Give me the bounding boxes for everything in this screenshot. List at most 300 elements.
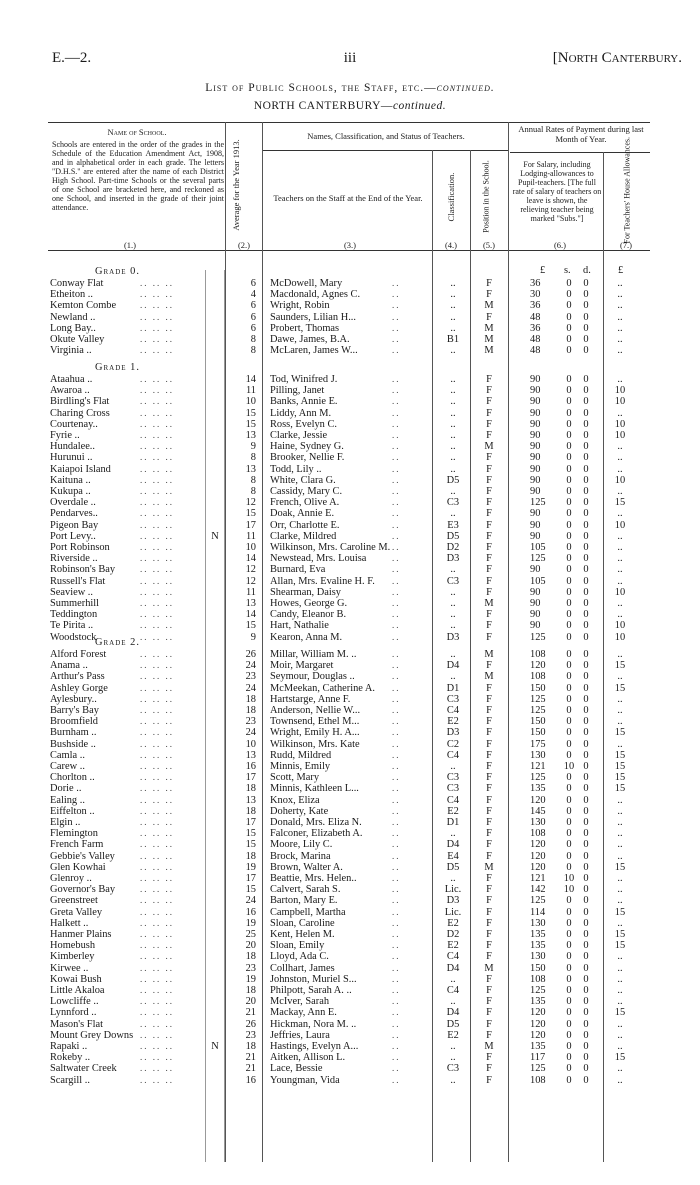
- position: F: [486, 738, 492, 750]
- classification: ..: [450, 452, 456, 464]
- house-allowance: ..: [617, 300, 623, 312]
- teacher-name: Clarke, Mildred: [270, 530, 337, 542]
- salary-pounds: 150: [530, 716, 546, 728]
- leader-dots: ..: [392, 749, 401, 760]
- position: F: [486, 794, 492, 806]
- position: F: [486, 553, 492, 565]
- classification: ..: [450, 564, 456, 576]
- salary-pence: 0: [583, 660, 589, 672]
- teacher-name: Aitken, Allison L.: [270, 1052, 346, 1064]
- salary-pounds: 90: [530, 441, 541, 453]
- school-name: Elgin ..: [50, 817, 81, 828]
- school-name: Ataahua ..: [50, 374, 93, 385]
- teacher-name: Candy, Eleanor B.: [270, 609, 347, 621]
- leader-dots: ..: [392, 586, 401, 597]
- house-allowance: ..: [617, 598, 623, 609]
- leader-dots: ..: [392, 828, 401, 839]
- teacher-name: Doak, Annie E.: [270, 508, 335, 520]
- salary-shillings: 0: [566, 385, 572, 397]
- house-allowance: ..: [617, 575, 623, 587]
- salary-pence: 0: [583, 873, 589, 884]
- salary-pence: 0: [583, 749, 589, 761]
- teacher-name: Collhart, James: [270, 962, 335, 974]
- house-allowance: 15: [614, 727, 626, 739]
- salary-shillings: 0: [566, 278, 572, 289]
- school-name: Newland ..: [50, 311, 96, 323]
- leader-dots: ..: [392, 861, 401, 872]
- house-allowance: ..: [617, 334, 623, 345]
- salary-pounds: 130: [530, 951, 546, 963]
- school-name: Kemton Combe: [50, 300, 117, 312]
- leader-dots: .. .. ..: [140, 407, 174, 418]
- salary-pounds: 125: [530, 895, 546, 907]
- classification: Lic.: [444, 906, 462, 918]
- school-name: Te Pirita ..: [50, 620, 94, 632]
- salary-pence: 0: [583, 463, 589, 475]
- salary-pence: 0: [583, 530, 589, 542]
- classification: D5: [446, 530, 460, 542]
- school-col-note: Schools are entered in the order of the grades in the Schedule of the Education Amendment Act, 1908, and in alphabetical order in each grade. The letters "D.H.S." are entered after the name of each District High School. Part-time Schools or the several parts of one School are bracketed here, and reckoned as one School, and inserted in the grade of their joint attendance.: [52, 140, 224, 212]
- salary-shillings: 0: [566, 906, 572, 918]
- average-attendance: 4: [250, 289, 256, 301]
- leader-dots: ..: [392, 1041, 401, 1051]
- leader-dots: .. .. ..: [140, 334, 174, 344]
- house-unit: £: [618, 265, 624, 276]
- salary-shillings: 0: [566, 693, 572, 705]
- average-attendance: 15: [245, 508, 256, 520]
- school-name: Awaroa ..: [50, 385, 90, 397]
- leader-dots: ..: [392, 895, 401, 906]
- school-name: Hurunui ..: [50, 452, 93, 464]
- average-attendance: 15: [245, 839, 256, 851]
- salary-pounds: 125: [530, 772, 546, 784]
- leader-dots: ..: [392, 631, 401, 642]
- leader-dots: ..: [392, 985, 401, 995]
- house-allowance: 10: [614, 519, 626, 531]
- house-allowance: ..: [617, 322, 623, 334]
- salary-pounds: 90: [530, 486, 541, 497]
- salary-pence: 0: [583, 1063, 589, 1075]
- salary-pounds: 36: [530, 300, 541, 312]
- average-attendance: 14: [245, 553, 256, 565]
- salary-shillings: 0: [566, 289, 572, 301]
- salary-pence: 0: [583, 564, 589, 576]
- leader-dots: .. .. ..: [140, 598, 174, 608]
- leader-dots: .. .. ..: [140, 530, 174, 541]
- leader-dots: ..: [392, 441, 401, 452]
- position: F: [486, 828, 492, 840]
- school-name: Anama ..: [50, 660, 88, 672]
- leader-dots: ..: [392, 519, 401, 530]
- salary-pounds: 108: [530, 671, 546, 683]
- classification: ..: [450, 289, 456, 301]
- bracket-divider-b: [224, 270, 225, 1162]
- school-name: Fyrie ..: [50, 430, 80, 441]
- leader-dots: ..: [392, 497, 401, 508]
- leader-dots: ..: [392, 738, 401, 749]
- salary-pounds: 108: [530, 973, 546, 985]
- house-allowance: 15: [614, 1052, 626, 1064]
- school-name: Long Bay..: [50, 322, 96, 334]
- average-attendance: 12: [245, 497, 256, 509]
- average-attendance: 21: [245, 1063, 256, 1075]
- position: F: [486, 542, 492, 553]
- position: F: [486, 929, 492, 940]
- classification: E2: [447, 1029, 459, 1041]
- leader-dots: ..: [392, 430, 401, 440]
- school-name: Pigeon Bay: [50, 519, 99, 531]
- average-attendance: 8: [250, 474, 256, 486]
- leader-dots: ..: [392, 906, 401, 917]
- position: F: [486, 620, 492, 632]
- school-name: Kirwee ..: [50, 962, 89, 974]
- salary-pence: 0: [583, 761, 589, 772]
- classification: C4: [446, 705, 460, 716]
- classification: C3: [446, 497, 460, 509]
- position: M: [484, 649, 494, 660]
- leader-dots: .. .. ..: [140, 794, 174, 805]
- salary-pence: 0: [583, 631, 589, 643]
- position: F: [486, 996, 492, 1008]
- salary-shillings: 0: [566, 895, 572, 907]
- teacher-name: McIver, Sarah: [270, 996, 330, 1008]
- teacher-name: Donald, Mrs. Eliza N.: [270, 817, 362, 828]
- salary-pounds: 125: [530, 985, 546, 996]
- position: F: [486, 452, 492, 464]
- teacher-name: Minnis, Kathleen L...: [270, 783, 359, 795]
- salary-pence: 0: [583, 716, 589, 728]
- leader-dots: ..: [392, 1007, 401, 1018]
- house-allowance: ..: [617, 693, 623, 705]
- house-allowance: ..: [617, 850, 623, 862]
- col-divider-2: [262, 122, 263, 1162]
- leader-dots: .. .. ..: [140, 385, 174, 396]
- salary-pence: 0: [583, 396, 589, 408]
- leader-dots: ..: [392, 289, 401, 300]
- salary-pence: 0: [583, 962, 589, 974]
- leader-dots: ..: [392, 345, 401, 356]
- salary-pence: 0: [583, 693, 589, 705]
- position: F: [486, 873, 492, 884]
- house-allowance: ..: [617, 278, 623, 289]
- classification: C3: [446, 575, 460, 587]
- salary-pence: 0: [583, 278, 589, 289]
- classification: ..: [450, 1052, 456, 1064]
- salary-pounds: 130: [530, 917, 546, 929]
- salary-pounds: 175: [530, 738, 546, 750]
- leader-dots: .. .. ..: [140, 1018, 174, 1029]
- salary-shillings: 0: [566, 917, 572, 929]
- classification: ..: [450, 300, 456, 312]
- position: F: [486, 973, 492, 985]
- salary-shillings: 0: [566, 374, 572, 385]
- salary-pence: 0: [583, 940, 589, 952]
- school-name: Eiffelton ..: [50, 805, 95, 817]
- salary-pence: 0: [583, 772, 589, 784]
- position: F: [486, 951, 492, 963]
- house-allowance: ..: [617, 463, 623, 475]
- leader-dots: .. .. ..: [140, 278, 174, 288]
- leader-dots: .. .. ..: [140, 973, 174, 984]
- house-allowance: ..: [617, 289, 623, 301]
- salary-shillings: 0: [566, 1063, 572, 1075]
- salary-pence: 0: [583, 828, 589, 840]
- teacher-name: Campbell, Martha: [270, 906, 346, 918]
- house-allowance: ..: [617, 873, 623, 884]
- salary-pence: 0: [583, 895, 589, 907]
- average-attendance: 15: [245, 407, 256, 419]
- classification: D2: [446, 542, 460, 553]
- bracket-divider-a: [205, 270, 206, 1162]
- house-allowance: ..: [617, 839, 623, 851]
- classification: E2: [447, 917, 459, 929]
- col-divider-3: [432, 150, 433, 1162]
- salary-pounds: 108: [530, 1074, 546, 1086]
- salary-shillings: 0: [566, 749, 572, 761]
- classification: C2: [446, 738, 460, 750]
- classification: D4: [446, 660, 460, 672]
- classification: ..: [450, 973, 456, 985]
- classification: ..: [450, 418, 456, 430]
- salary-pounds: 120: [530, 839, 546, 851]
- house-allowance: ..: [617, 716, 623, 728]
- salary-pounds: 90: [530, 586, 541, 598]
- leader-dots: .. .. ..: [140, 452, 174, 463]
- leader-dots: .. .. ..: [140, 575, 174, 586]
- average-attendance: 18: [245, 693, 256, 705]
- average-attendance: 19: [245, 917, 256, 929]
- classification: C3: [446, 693, 460, 705]
- house-allowance: 15: [614, 783, 626, 795]
- average-attendance: 8: [250, 452, 256, 464]
- classification: D5: [446, 474, 460, 486]
- school-name: Mount Grey Downs: [50, 1029, 134, 1041]
- average-attendance: 18: [245, 805, 256, 817]
- leader-dots: ..: [392, 598, 401, 608]
- school-name: Kowai Bush: [50, 973, 102, 985]
- leader-dots: ..: [392, 300, 401, 311]
- salary-pounds: 125: [530, 497, 546, 509]
- leader-dots: ..: [392, 564, 401, 575]
- classification: ..: [450, 598, 456, 609]
- house-allowance: ..: [617, 564, 623, 576]
- salary-pence: 0: [583, 345, 589, 357]
- salary-pounds: 120: [530, 861, 546, 873]
- average-attendance: 13: [245, 430, 256, 441]
- leader-dots: ..: [392, 508, 401, 519]
- house-allowance: 15: [614, 682, 626, 694]
- teacher-name: Youngman, Vida: [270, 1074, 340, 1086]
- position-col-title: Position in the School.: [481, 160, 491, 233]
- position: F: [486, 1029, 492, 1041]
- salary-pence: 0: [583, 884, 589, 896]
- school-name: Courtenay..: [50, 418, 98, 430]
- classification: D3: [446, 553, 460, 565]
- average-attendance: 16: [245, 1074, 256, 1086]
- teacher-name: Barton, Mary E.: [270, 895, 338, 907]
- col-number: (2.): [237, 240, 251, 250]
- salary-pounds: 120: [530, 794, 546, 806]
- teacher-name: Wright, Emily H. A...: [270, 727, 360, 739]
- average-attendance: 20: [245, 996, 256, 1008]
- leader-dots: .. .. ..: [140, 508, 174, 519]
- position: M: [484, 300, 494, 312]
- house-allowance: ..: [617, 486, 623, 497]
- classification: D1: [446, 817, 460, 828]
- leader-dots: ..: [392, 463, 401, 474]
- leader-dots: ..: [392, 727, 401, 738]
- salary-shillings: 0: [566, 1052, 572, 1064]
- leader-dots: ..: [392, 884, 401, 895]
- school-name: Lynnford ..: [50, 1007, 97, 1019]
- col-divider-5: [508, 122, 509, 1162]
- house-allowance: 15: [614, 940, 626, 952]
- leader-dots: ..: [392, 407, 401, 418]
- teacher-name: Tod, Winifred J.: [270, 374, 338, 385]
- leader-dots: .. .. ..: [140, 727, 174, 738]
- teacher-name: Anderson, Nellie W...: [270, 705, 361, 716]
- teacher-name: Pilling, Janet: [270, 385, 325, 397]
- average-attendance: 13: [245, 794, 256, 806]
- house-allowance: ..: [617, 530, 623, 542]
- school-name: Saltwater Creek: [50, 1063, 117, 1075]
- classification: D5: [446, 861, 460, 873]
- grade-heading: Grade 2.: [95, 637, 140, 648]
- average-attendance: 13: [245, 598, 256, 609]
- leader-dots: .. .. ..: [140, 1007, 174, 1018]
- leader-dots: .. .. ..: [140, 940, 174, 951]
- salary-pounds: 135: [530, 996, 546, 1008]
- salary-shillings: 0: [566, 951, 572, 963]
- salary-shillings: 0: [566, 430, 572, 441]
- house-allowance: ..: [617, 345, 623, 357]
- average-attendance: 6: [250, 311, 256, 323]
- school-name: Rokeby ..: [50, 1052, 91, 1064]
- school-name: Birdling's Flat: [50, 396, 110, 408]
- leader-dots: ..: [392, 783, 401, 794]
- classification: D4: [446, 1007, 460, 1019]
- average-attendance: 21: [245, 1007, 256, 1019]
- teacher-name: Calvert, Sarah S.: [270, 884, 341, 896]
- school-name: Halkett ..: [50, 917, 89, 929]
- position: F: [486, 772, 492, 784]
- salary-pence: 0: [583, 374, 589, 385]
- position: F: [486, 906, 492, 918]
- school-name: Hundalee..: [50, 441, 96, 453]
- school-name: Charing Cross: [50, 407, 110, 419]
- salary-shillings: 10: [563, 884, 575, 896]
- teacher-name: Cassidy, Mary C.: [270, 486, 343, 497]
- leader-dots: .. .. ..: [140, 716, 174, 727]
- salary-pounds: 145: [530, 805, 546, 817]
- average-attendance: 23: [245, 1029, 256, 1041]
- leader-dots: .. .. ..: [140, 884, 174, 895]
- average-attendance: 17: [245, 519, 256, 531]
- school-name: Lowcliffe ..: [50, 996, 99, 1008]
- teacher-name: Philpott, Sarah A. ..: [270, 985, 352, 996]
- school-name: Port Levy..: [50, 530, 96, 542]
- leader-dots: ..: [392, 873, 401, 883]
- leader-dots: .. .. ..: [140, 300, 174, 311]
- salary-shillings: 0: [566, 850, 572, 862]
- salary-pounds: 120: [530, 660, 546, 672]
- teacher-name: Liddy, Ann M.: [270, 407, 332, 419]
- position: F: [486, 311, 492, 323]
- position: F: [486, 850, 492, 862]
- average-attendance: 8: [250, 486, 256, 497]
- salary-pence: 0: [583, 508, 589, 520]
- school-col-title: Name of School.: [107, 127, 167, 137]
- classification: ..: [450, 1074, 456, 1086]
- leader-dots: .. .. ..: [140, 895, 174, 906]
- header-bottom-rule: [48, 250, 650, 251]
- leader-dots: .. .. ..: [140, 772, 174, 783]
- salary-shillings: 0: [566, 783, 572, 795]
- leader-dots: ..: [392, 940, 401, 951]
- teacher-name: Dawe, James, B.A.: [270, 334, 350, 345]
- house-allowance: 10: [614, 430, 626, 441]
- leader-dots: ..: [392, 418, 401, 429]
- classification: Lic.: [444, 884, 462, 896]
- position: F: [486, 705, 492, 716]
- average-attendance: 18: [245, 850, 256, 862]
- salary-pence: 0: [583, 682, 589, 694]
- school-name: Ashley Gorge: [50, 682, 108, 694]
- house-allowance: ..: [617, 962, 623, 974]
- house-allowance: 15: [614, 761, 626, 772]
- leader-dots: .. .. ..: [140, 586, 174, 597]
- average-attendance: 24: [245, 895, 256, 907]
- position: F: [486, 575, 492, 587]
- leader-dots: ..: [392, 772, 401, 783]
- salary-shillings: 0: [566, 486, 572, 497]
- classification: ..: [450, 311, 456, 323]
- leader-dots: ..: [392, 311, 401, 322]
- salary-pence: 0: [583, 452, 589, 464]
- salary-pounds: 30: [530, 289, 541, 301]
- salary-pounds: 90: [530, 452, 541, 464]
- leader-dots: ..: [392, 1029, 401, 1040]
- house-allowance: 15: [614, 1007, 626, 1019]
- salary-pence: 0: [583, 1041, 589, 1052]
- salary-pounds: 125: [530, 1063, 546, 1075]
- salary-shillings: 10: [563, 873, 575, 884]
- salary-pounds: 121: [530, 761, 546, 772]
- house-allowance: 15: [614, 497, 626, 509]
- leader-dots: .. .. ..: [140, 418, 174, 429]
- leader-dots: ..: [392, 951, 401, 962]
- region-title: [North Canterbury.: [552, 50, 682, 66]
- house-allowance: 10: [614, 620, 626, 632]
- teacher-name: Haine, Sydney G.: [270, 441, 344, 453]
- average-attendance: 9: [250, 631, 256, 643]
- leader-dots: .. .. ..: [140, 738, 174, 749]
- average-attendance: 6: [250, 322, 256, 334]
- leader-dots: ..: [392, 705, 401, 715]
- salary-shillings: 0: [566, 716, 572, 728]
- salary-shillings: 0: [566, 322, 572, 334]
- salary-pounds: 130: [530, 817, 546, 828]
- leader-dots: .. .. ..: [140, 682, 174, 693]
- salary-pounds: 90: [530, 564, 541, 576]
- salary-pounds: 48: [530, 345, 541, 357]
- salary-pounds: 90: [530, 620, 541, 632]
- classification: ..: [450, 345, 456, 357]
- position: F: [486, 631, 492, 643]
- teacher-name: Wilkinson, Mrs. Kate: [270, 738, 360, 750]
- leader-dots: ..: [392, 322, 401, 333]
- teacher-name: Allan, Mrs. Evaline H. F.: [270, 575, 375, 587]
